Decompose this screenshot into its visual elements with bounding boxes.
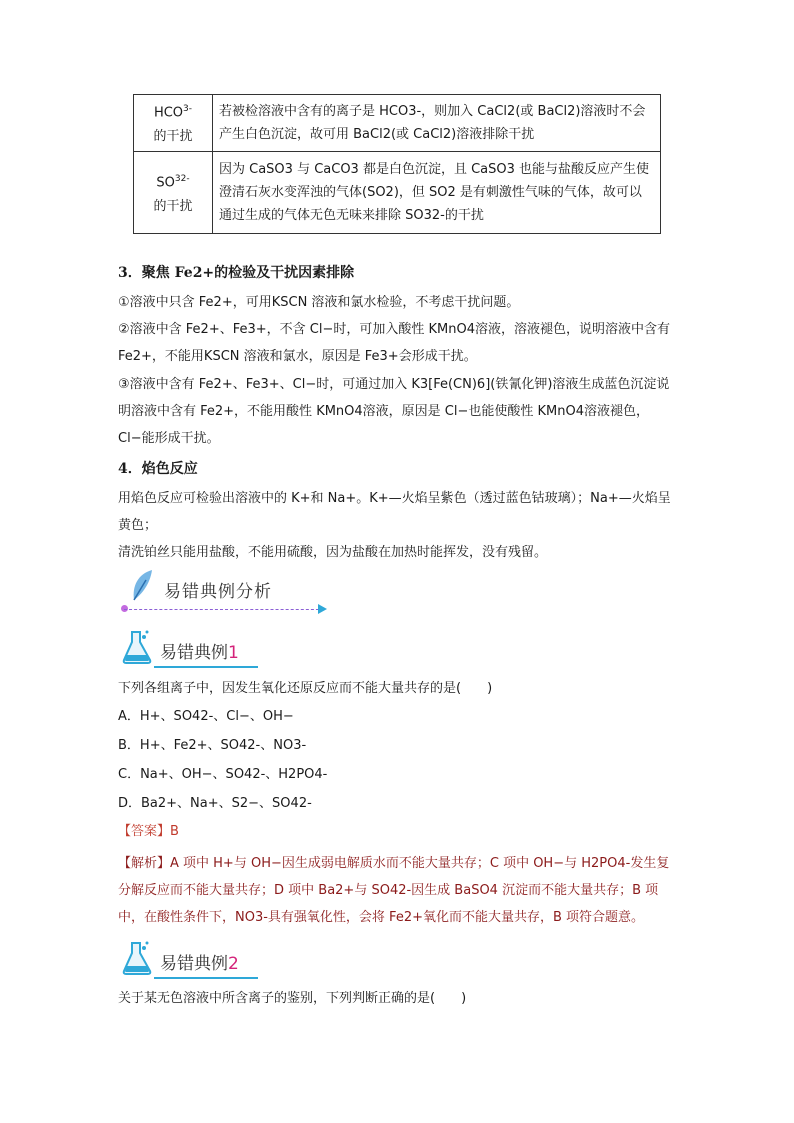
- option-a: A．H+、SO42-、Cl−、OH−: [118, 709, 294, 724]
- flask-icon: [120, 628, 154, 670]
- header-underline: [154, 977, 258, 979]
- section-3-heading: 3．聚焦 Fe2+的检验及干扰因素排除: [118, 265, 355, 281]
- key-suffix: 的干扰: [153, 198, 193, 214]
- table-key-cell: [134, 95, 213, 152]
- example-number: 1: [228, 643, 239, 663]
- ion-name: SO: [156, 174, 175, 190]
- section-3-para-2: ②溶液中含 Fe2+、Fe3+，不含 Cl−时，可加入酸性 KMnO4溶液，溶液褪色，说明溶液中含有 Fe2+，不能用KSCN 溶液和氯水，原因是 Fe3+会形成干扰。: [118, 322, 670, 364]
- example-2-question: 关于某无色溶液中所含离子的鉴别，下列判断正确的是( ): [118, 991, 467, 1006]
- ion-name: HCO: [153, 105, 184, 121]
- example-1-question: 下列各组离子中，因发生氧化还原反应而不能大量共存的是( ): [118, 681, 493, 696]
- option-b: B．H+、Fe2+、SO42-、NO3-: [118, 738, 307, 753]
- table-value-cell: 若被检溶液中含有的离子是 HCO3-，则加入 CaCl2(或 BaCl2)溶液时不会产生白色沉淀，故可用 BaCl2(或 CaCl2)溶液排除干扰: [213, 95, 661, 152]
- ion-charge: 32-: [174, 173, 190, 184]
- key-suffix: 的干扰: [153, 129, 193, 145]
- example-1-header: [118, 628, 268, 672]
- arrow-icon: [318, 604, 327, 614]
- ion-charge: 3-: [183, 104, 193, 114]
- banner-dashed-line: [124, 609, 324, 610]
- example-1-answer: 【答案】B: [118, 824, 179, 839]
- example-number: 2: [228, 954, 239, 974]
- section-4-heading: 4．焰色反应: [118, 461, 198, 477]
- interference-table: [133, 94, 661, 234]
- table-row: [134, 152, 661, 234]
- section-4-para-1: 用焰色反应可检验出溶液中的 K+和 Na+。K+—火焰呈紫色（透过蓝色钴玻璃）；Na+—火焰呈黄色；: [118, 491, 671, 533]
- table-key-cell: [134, 152, 213, 234]
- feather-icon: [128, 568, 158, 608]
- option-c: C．Na+、OH−、SO42-、H2PO4-: [118, 767, 328, 782]
- example-label: 易错典例: [160, 643, 228, 663]
- header-underline: [154, 666, 258, 668]
- banner-title: 易错典例分析: [164, 582, 272, 602]
- section-3-para-1: ①溶液中只含 Fe2+，可用KSCN 溶液和氯水检验，不考虑干扰问题。: [118, 295, 520, 310]
- table-row: [134, 95, 661, 152]
- option-d: D．Ba2+、Na+、S2−、SO42-: [118, 796, 312, 811]
- section-4-para-2: 清洗铂丝只能用盐酸，不能用硫酸，因为盐酸在加热时能挥发，没有残留。: [118, 545, 548, 560]
- table-value-cell: 因为 CaSO3 与 CaCO3 都是白色沉淀，且 CaSO3 也能与盐酸反应产生使澄清石灰水变浑浊的气体(SO2)，但 SO2 是有刺激性气味的气体，故可以通过生成的气体无色无味来排除 SO32-的干扰: [213, 152, 661, 234]
- example-2-header: [118, 939, 268, 983]
- example-1-explanation: 【解析】A 项中 H+与 OH−因生成弱电解质水而不能大量共存；C 项中 OH−与 H2PO4-发生复分解反应而不能大量共存；D 项中 Ba2+与 SO42-因生成 BaSO4 沉淀而不能大量共存；B 项中，在酸性条件下，NO3-具有强氧化性，会将 Fe2+氧化而不能大量共存，B 项符合题意。: [118, 856, 670, 925]
- flask-icon: [120, 939, 154, 981]
- section-3-para-3: ③溶液中含有 Fe2+、Fe3+、Cl−时，可通过加入 K3[Fe(CN)6](铁氰化钾)溶液生成蓝色沉淀说明溶液中含有 Fe2+，不能用酸性 KMnO4溶液，原因是 Cl−也能使酸性 KMnO4溶液褪色，Cl−能形成干扰。: [118, 377, 670, 446]
- section-banner: [118, 566, 333, 618]
- example-label: 易错典例: [160, 954, 228, 974]
